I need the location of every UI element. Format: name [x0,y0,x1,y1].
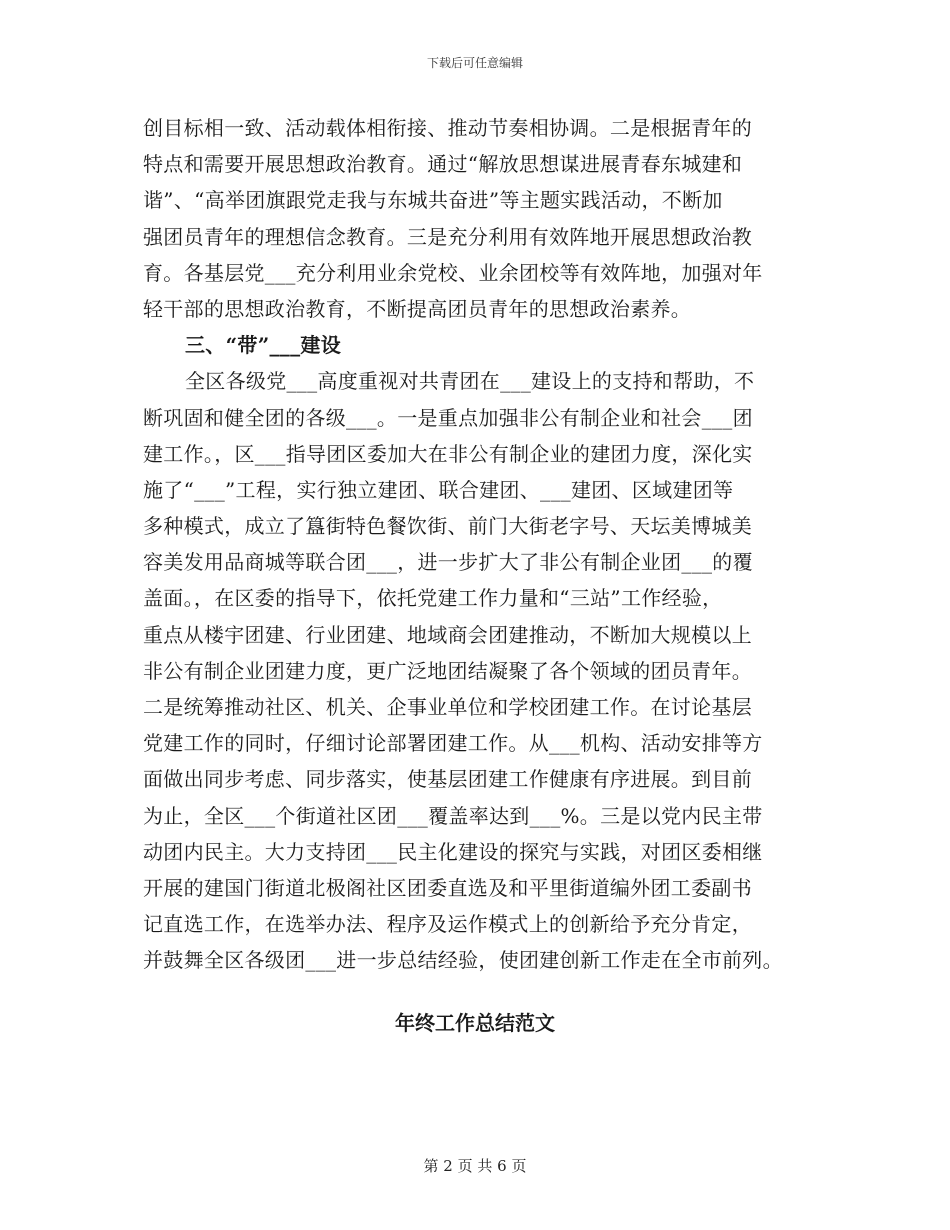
text-line: 为止，全区___个街道社区团___覆盖率达到___%。三是以党内民主带 [143,803,763,828]
text-line: 建工作。，区___指导团区委加大在非公有制企业的建团力度，深化实 [143,441,753,466]
text-line: 并鼓舞全区各级团___进一步总结经验，使团建创新工作走在全市前列。 [143,948,783,973]
text-line: 多种模式，成立了簋街特色餐饮街、前门大街老字号、天坛美博城美 [143,514,752,539]
text-line: 二是统筹推动社区、机关、企事业单位和学校团建工作。在讨论基层 [143,695,752,719]
text-line: 面做出同步考虑、同步落实，使基层团建工作健康有序进展。到目前 [143,767,752,792]
document-body [143,110,823,979]
text-line: 创目标相一致、活动载体相衔接、推动节奏相协调。二是根据青年的 [143,116,752,140]
text-line: 重点从楼宇团建、行业团建、地域商会团建推动，不断加大规模以上 [143,622,752,647]
text-line: 施了“___”工程，实行独立建团、联合建团、___建团、区域建团等 [143,477,734,502]
text-line: 党建工作的同时，仔细讨论部署团建工作。从___机构、活动安排等方 [143,731,763,756]
text-line: 容美发用品商城等联合团___，进一步扩大了非公有制企业团___的覆 [143,550,753,575]
text-line: 轻干部的思想政治教育，不断提高团员青年的思想政治素养。 [143,296,692,321]
text-line: 盖面。，在区委的指导下，依托党建工作力量和“三站”工作经验， [143,586,723,611]
page-number: 第 2 页 共 6 页 [423,1157,527,1175]
page-header-note: 下载后可任意编辑 [426,56,523,70]
text-line: 记直选工作，在选举办法、程序及运作模式上的创新给予充分肯定， [143,912,752,937]
text-line: 全区各级党___高度重视对共青团在___建设上的支持和帮助，不 [185,369,755,394]
text-line: 开展的建国门街道北极阁社区团委直选及和平里街道编外团工委副书 [143,875,752,900]
text-line: 特点和需要开展思想政治教育。通过“解放思想谋进展青春东城建和 [143,152,743,177]
text-line: 育。各基层党___充分利用业余党校、业余团校等有效阵地，加强对年 [143,260,763,285]
document-title: 年终工作总结范文 [395,1011,555,1035]
text-line: 断巩固和健全团的各级___。一是重点加强非公有制企业和社会___团 [143,405,753,430]
section-heading: 三、“带”___建设 [185,333,342,358]
text-line: 动团内民主。大力支持团___民主化建设的探究与实践，对团区委相继 [143,839,763,864]
text-line: 非公有制企业团建力度，更广泛地团结凝聚了各个领域的团员青年。 [143,658,752,683]
text-line: 谐”、“高举团旗跟党走我与东城共奋进”等主题实践活动，不断加 [143,188,723,213]
text-line: 强团员青年的理想信念教育。三是充分利用有效阵地开展思想政治教 [143,224,752,249]
